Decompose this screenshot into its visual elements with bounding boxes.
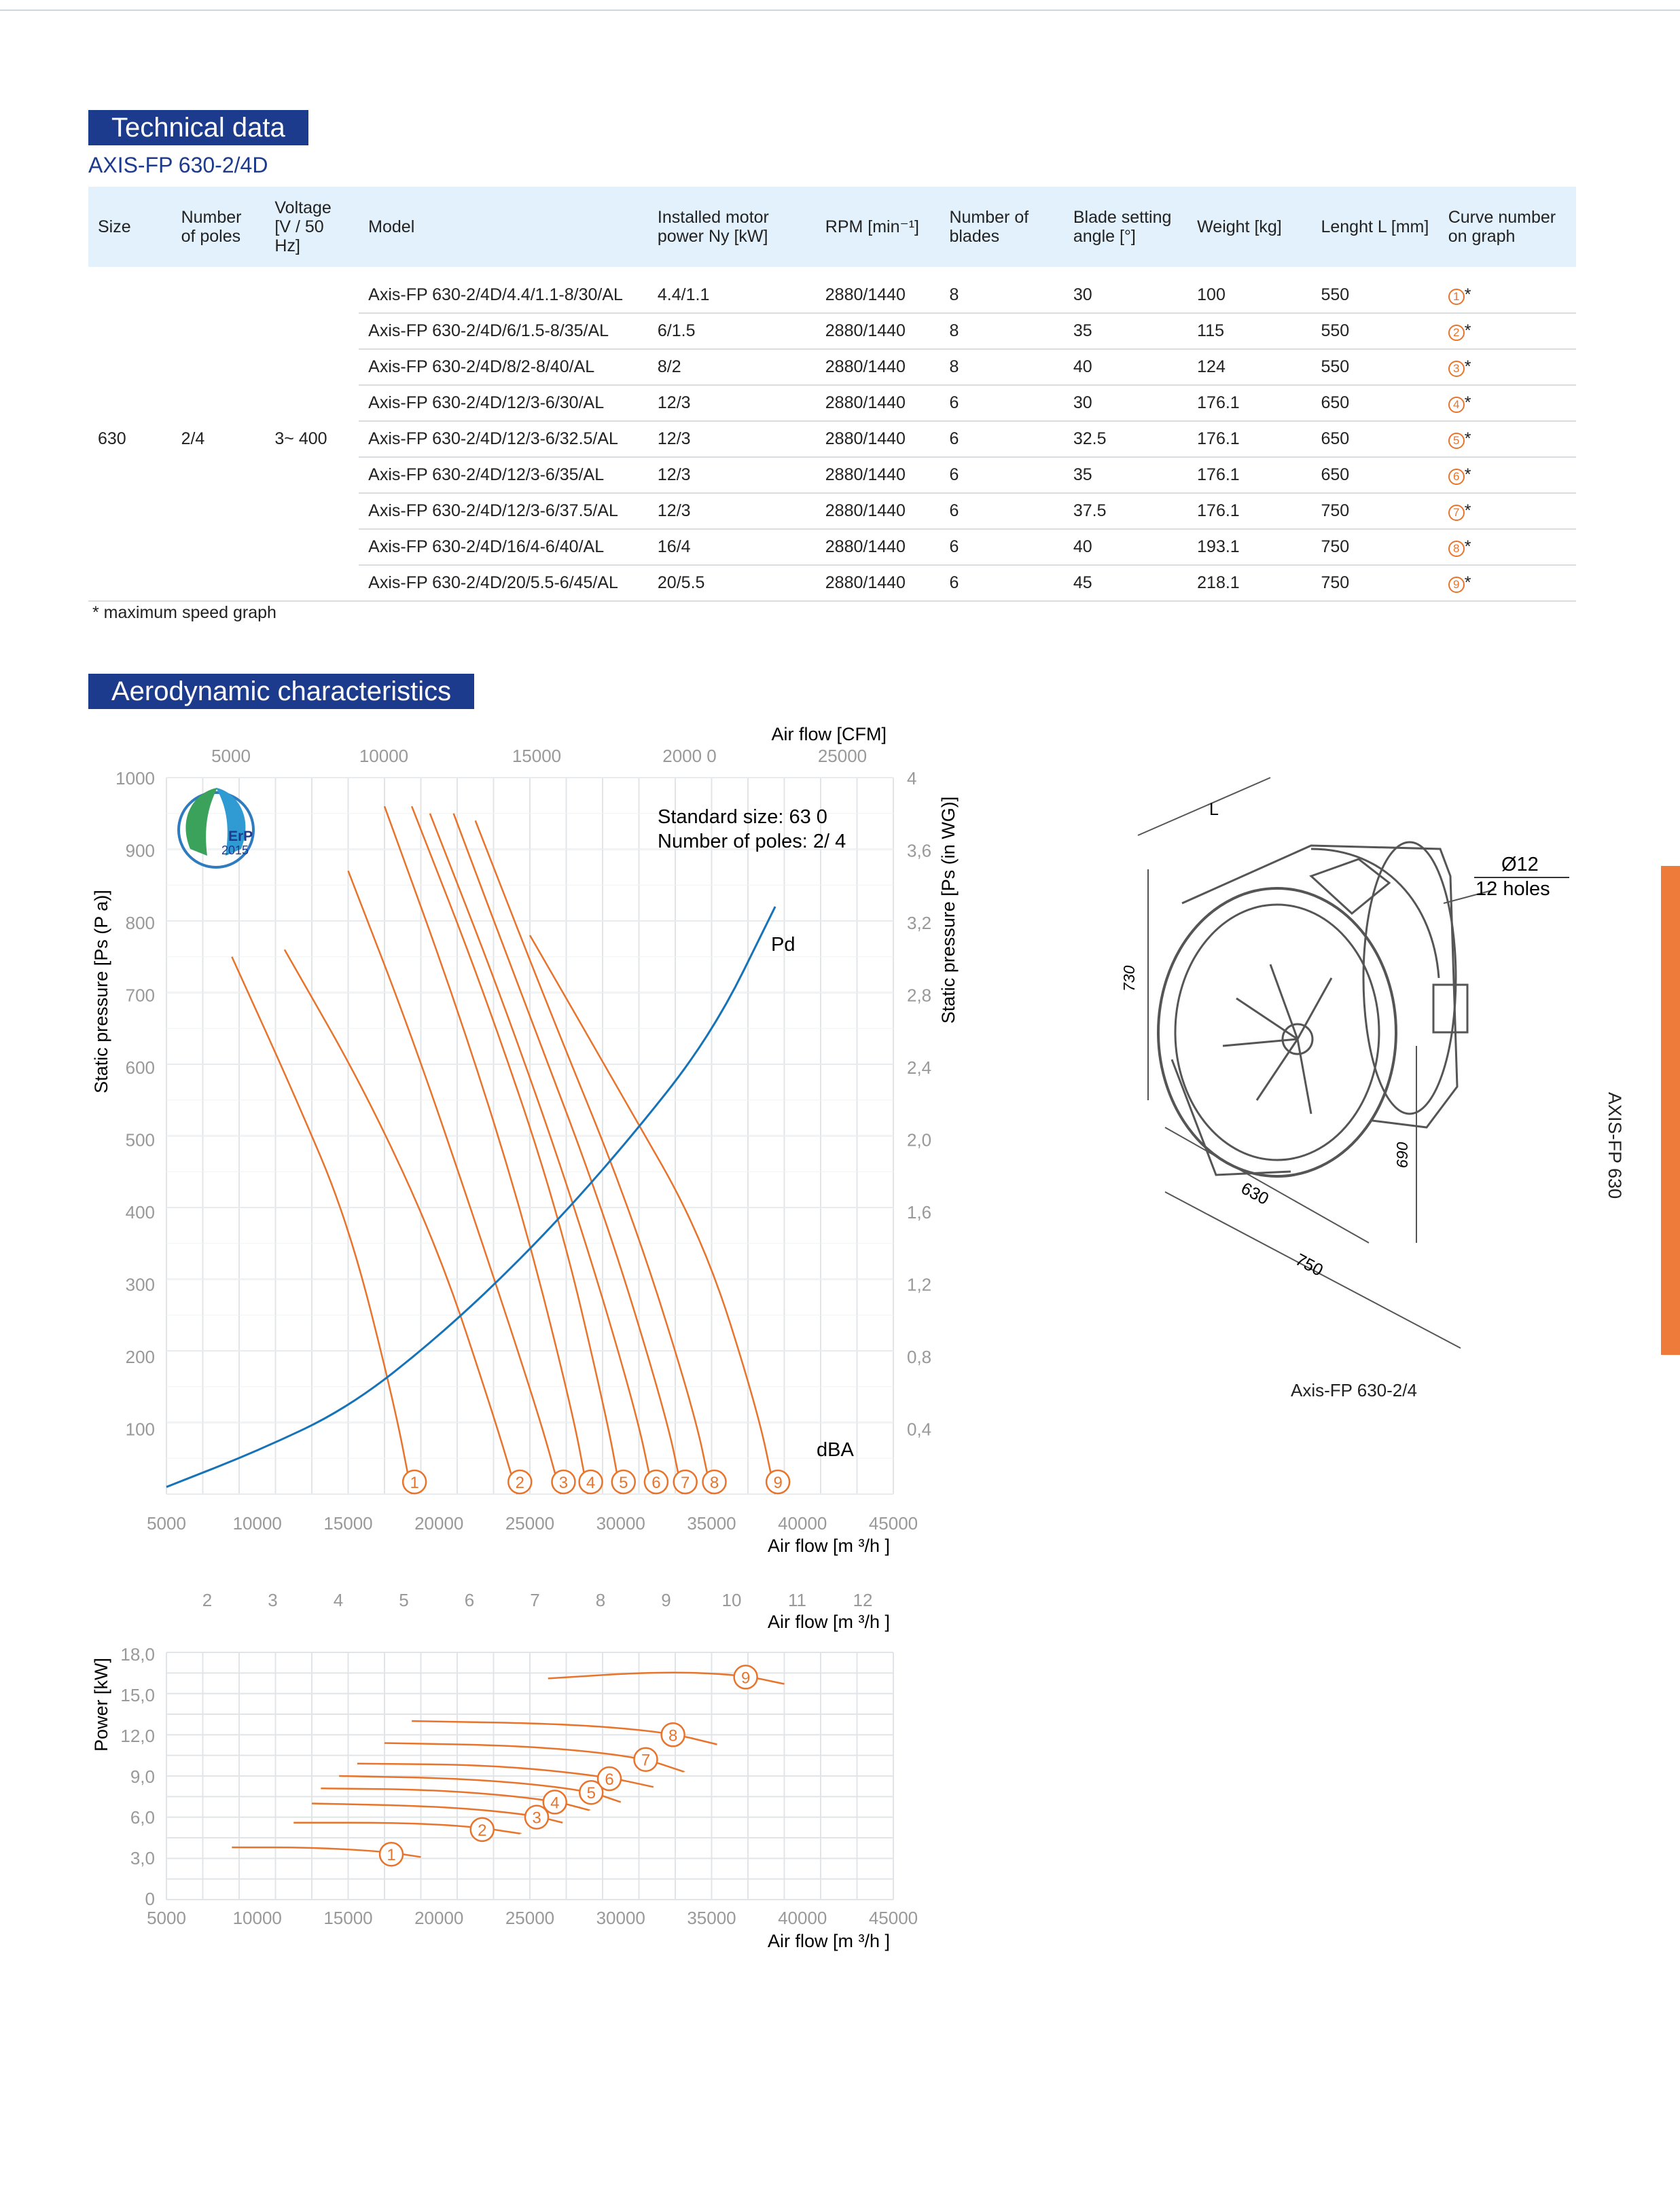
- cell-rpm: 2880/1440: [816, 565, 940, 601]
- curve-number: 1: [1448, 289, 1465, 305]
- curve-number: 5: [586, 1784, 596, 1803]
- power-y-tick: 6,0: [130, 1807, 155, 1828]
- cell-blades: 6: [940, 457, 1063, 493]
- cell-angle: 37.5: [1064, 493, 1187, 529]
- right-tick-label: 0,8: [907, 1347, 932, 1367]
- cell-blades: 6: [940, 385, 1063, 421]
- power-x-tick: 25000: [505, 1908, 555, 1928]
- right-tick-label: 2,0: [907, 1129, 932, 1150]
- cell-length: 750: [1311, 529, 1438, 565]
- right-axis-label: Static pressure [Ps (in WG)]: [938, 796, 959, 1024]
- ls-tick-label: 9: [661, 1590, 671, 1610]
- power-curves: [232, 1665, 784, 1866]
- cell-rpm: 2880/1440: [816, 493, 940, 529]
- cell-model: Axis-FP 630-2/4D/20/5.5-6/45/AL: [359, 565, 648, 601]
- erp-badge: [179, 788, 253, 867]
- pressure-curve-8: [476, 820, 712, 1494]
- power-x-tick: 20000: [414, 1908, 464, 1928]
- poles-info: Number of poles: 2/ 4: [658, 831, 846, 852]
- bottom-tick-label: 5000: [147, 1513, 186, 1534]
- hole-count: 12 holes: [1476, 878, 1550, 900]
- cell-power: 12/3: [648, 421, 816, 457]
- hole-diameter: Ø12: [1501, 854, 1539, 875]
- power-y-tick: 0: [145, 1889, 155, 1909]
- left-tick-label: 400: [125, 1202, 155, 1222]
- col-model: Model: [359, 187, 648, 272]
- cell-power: 8/2: [648, 349, 816, 385]
- curve-number: 2: [1448, 325, 1465, 341]
- curve-number: 7: [1448, 505, 1465, 521]
- cell-weight: 176.1: [1187, 457, 1311, 493]
- right-tick-label: 1,2: [907, 1274, 932, 1295]
- cell-length: 650: [1311, 385, 1438, 421]
- standard-size: Standard size: 63 0: [658, 806, 827, 828]
- top-tick-label: 5000: [211, 746, 251, 766]
- power-x-tick: 5000: [147, 1908, 186, 1928]
- cell-power: 6/1.5: [648, 313, 816, 349]
- leaf-icon: [186, 788, 217, 856]
- cell-model: Axis-FP 630-2/4D/12/3-6/37.5/AL: [359, 493, 648, 529]
- bottom-tick-label: 30000: [596, 1513, 645, 1534]
- col-size: Size: [88, 187, 172, 272]
- curve-number: 3: [1448, 361, 1465, 377]
- cell-rpm: 2880/1440: [816, 529, 940, 565]
- cell-power: 20/5.5: [648, 565, 816, 601]
- cell-length: 750: [1311, 565, 1438, 601]
- power-grid: [166, 1652, 893, 1900]
- cell-length: 550: [1311, 272, 1438, 313]
- side-tab: [1661, 866, 1680, 1355]
- ls-tick-label: 5: [399, 1590, 409, 1610]
- cell-angle: 40: [1064, 529, 1187, 565]
- cell-size: 630: [88, 272, 172, 601]
- left-tick-label: 500: [125, 1129, 155, 1150]
- cell-angle: 35: [1064, 313, 1187, 349]
- ls-tick-label: 2: [202, 1590, 213, 1610]
- curve-number: 2: [478, 1821, 487, 1840]
- asterisk: *: [1464, 429, 1471, 448]
- model-family: AXIS-FP 630-2/4D: [88, 153, 268, 177]
- cell-blades: 6: [940, 565, 1063, 601]
- curve-number: 5: [1448, 433, 1465, 449]
- asterisk: *: [1464, 501, 1471, 520]
- dim-730: 730: [1120, 965, 1138, 992]
- cell-model: Axis-FP 630-2/4D/4.4/1.1-8/30/AL: [359, 272, 648, 313]
- ls-tick-label: 11: [788, 1590, 806, 1610]
- curve-number: 4: [1448, 397, 1465, 413]
- ls-tick-label: 10: [721, 1590, 742, 1610]
- cell-weight: 124: [1187, 349, 1311, 385]
- erp-year: 2015: [221, 844, 249, 857]
- right-tick-label: 1,6: [907, 1202, 932, 1222]
- cell-length: 650: [1311, 421, 1438, 457]
- power-axis-label: Air flow [m ³/h ]: [767, 1931, 890, 1951]
- curve-number: 1: [387, 1846, 396, 1865]
- cell-poles: 2/4: [172, 272, 266, 601]
- top-tick-label: 25000: [817, 746, 868, 766]
- cell-power: 12/3: [648, 457, 816, 493]
- cell-model: Axis-FP 630-2/4D/6/1.5-8/35/AL: [359, 313, 648, 349]
- dim-630: 630: [1238, 1178, 1272, 1209]
- curve-number: 4: [550, 1794, 560, 1813]
- cell-model: Axis-FP 630-2/4D/12/3-6/30/AL: [359, 385, 648, 421]
- cell-weight: 176.1: [1187, 421, 1311, 457]
- cell-angle: 45: [1064, 565, 1187, 601]
- cell-weight: 176.1: [1187, 385, 1311, 421]
- power-x-tick: 40000: [778, 1908, 827, 1928]
- pressure-curve-2: [285, 949, 517, 1494]
- curve-number: 2: [515, 1474, 524, 1492]
- cell-rpm: 2880/1440: [816, 457, 940, 493]
- right-tick-label: 2,4: [907, 1057, 932, 1078]
- pd-label: Pd: [771, 934, 796, 956]
- cell-rpm: 2880/1440: [816, 349, 940, 385]
- power-x-tick: 45000: [868, 1908, 918, 1928]
- cell-model: Axis-FP 630-2/4D/12/3-6/35/AL: [359, 457, 648, 493]
- asterisk: *: [1464, 285, 1471, 304]
- fan-caption: Axis-FP 630-2/4: [1291, 1380, 1417, 1400]
- left-tick-label: 800: [125, 913, 155, 933]
- power-ylabel: Power [kW]: [91, 1657, 111, 1752]
- right-tick-label: 3,6: [907, 840, 932, 861]
- power-y-tick: 12,0: [120, 1726, 155, 1746]
- ls-tick-label: 4: [333, 1590, 344, 1610]
- cell-blades: 6: [940, 421, 1063, 457]
- col-blades: Number of blades: [940, 187, 1063, 272]
- curve-number: 8: [709, 1474, 719, 1492]
- curve-number: 8: [668, 1726, 678, 1745]
- power-x-tick: 10000: [232, 1908, 282, 1928]
- asterisk: *: [1464, 573, 1471, 592]
- curve-number: 5: [619, 1474, 628, 1492]
- col-rpm: RPM [min⁻¹]: [816, 187, 940, 272]
- cell-length: 750: [1311, 493, 1438, 529]
- curve-number: 8: [1448, 541, 1465, 557]
- cell-blades: 6: [940, 529, 1063, 565]
- asterisk: *: [1464, 537, 1471, 556]
- bottom-tick-label: 45000: [868, 1513, 918, 1534]
- top-tick-label: 2000 0: [662, 746, 717, 766]
- cell-model: Axis-FP 630-2/4D/16/4-6/40/AL: [359, 529, 648, 565]
- curve-number: 7: [681, 1474, 690, 1492]
- left-tick-label: 600: [125, 1057, 155, 1078]
- bottom-tick-label: 35000: [687, 1513, 736, 1534]
- curve-number: 3: [532, 1809, 541, 1828]
- cell-power: 12/3: [648, 385, 816, 421]
- curve-number: 3: [558, 1474, 569, 1492]
- ls-tick-label: 3: [268, 1590, 278, 1610]
- col-curve: Curve number on graph: [1439, 187, 1576, 272]
- pd-curve: [166, 907, 775, 1487]
- power-y-tick: 15,0: [120, 1685, 155, 1705]
- col-voltage: Voltage [V / 50 Hz]: [265, 187, 359, 272]
- asterisk: *: [1464, 393, 1471, 412]
- left-tick-label: 900: [125, 840, 155, 861]
- bottom-tick-label: 40000: [778, 1513, 827, 1534]
- pressure-curve-3: [348, 871, 561, 1494]
- cell-rpm: 2880/1440: [816, 313, 940, 349]
- cell-voltage: 3~ 400: [265, 272, 359, 601]
- curve-number: 6: [651, 1474, 661, 1492]
- cell-rpm: 2880/1440: [816, 421, 940, 457]
- asterisk: *: [1464, 465, 1471, 484]
- curve-number: 9: [773, 1474, 783, 1492]
- power-y-tick: 18,0: [120, 1644, 155, 1665]
- cell-blades: 6: [940, 493, 1063, 529]
- cell-weight: 193.1: [1187, 529, 1311, 565]
- col-length: Lenght L [mm]: [1311, 187, 1438, 272]
- right-tick-label: 0,4: [907, 1419, 932, 1440]
- aero-heading: Aerodynamic characteristics: [88, 674, 474, 709]
- ls-tick-label: 12: [853, 1590, 873, 1610]
- cell-angle: 32.5: [1064, 421, 1187, 457]
- top-tick-label: 10000: [359, 746, 409, 766]
- pressure-curve-5: [412, 806, 621, 1494]
- curve-number: 6: [605, 1771, 614, 1789]
- cell-length: 550: [1311, 313, 1438, 349]
- cell-power: 12/3: [648, 493, 816, 529]
- cell-model: Axis-FP 630-2/4D/8/2-8/40/AL: [359, 349, 648, 385]
- curve-number: 7: [641, 1751, 651, 1770]
- col-poles: Number of poles: [172, 187, 266, 272]
- curve-number: 1: [410, 1474, 419, 1492]
- bottom-tick-label: 15000: [323, 1513, 373, 1534]
- ls-axis-label: Air flow [m ³/h ]: [767, 1612, 890, 1632]
- ls-tick-label: 7: [530, 1590, 540, 1610]
- col-angle: Blade setting angle [°]: [1064, 187, 1187, 272]
- curve-number: 9: [1448, 577, 1465, 593]
- cell-weight: 100: [1187, 272, 1311, 313]
- col-weight: Weight [kg]: [1187, 187, 1311, 272]
- power-x-tick: 30000: [596, 1908, 645, 1928]
- dim-690: 690: [1393, 1142, 1411, 1168]
- curve-number: 9: [740, 1669, 751, 1688]
- cell-weight: 218.1: [1187, 565, 1311, 601]
- cell-rpm: 2880/1440: [816, 272, 940, 313]
- bottom-axis-label: Air flow [m ³/h ]: [767, 1536, 890, 1556]
- pressure-curve-4: [385, 806, 588, 1494]
- cell-length: 550: [1311, 349, 1438, 385]
- dim-l: L: [1209, 800, 1219, 819]
- pressure-curve-6: [430, 814, 654, 1494]
- cell-power: 16/4: [648, 529, 816, 565]
- bottom-tick-label: 10000: [232, 1513, 282, 1534]
- left-tick-label: 300: [125, 1274, 155, 1295]
- power-y-tick: 3,0: [130, 1848, 155, 1868]
- power-y-tick: 9,0: [130, 1766, 155, 1787]
- right-tick-label: 3,2: [907, 913, 932, 933]
- cell-blades: 8: [940, 349, 1063, 385]
- left-tick-label: 700: [125, 985, 155, 1006]
- cell-model: Axis-FP 630-2/4D/12/3-6/32.5/AL: [359, 421, 648, 457]
- power-x-tick: 15000: [323, 1908, 373, 1928]
- bottom-tick-label: 25000: [505, 1513, 555, 1534]
- chart-labels: [115, 746, 931, 1928]
- cell-angle: 40: [1064, 349, 1187, 385]
- cell-angle: 35: [1064, 457, 1187, 493]
- power-x-tick: 35000: [687, 1908, 736, 1928]
- left-tick-label: 100: [125, 1419, 155, 1440]
- technical-heading: Technical data: [88, 110, 308, 145]
- left-tick-label: 1000: [115, 768, 155, 788]
- cell-power: 4.4/1.1: [648, 272, 816, 313]
- right-tick-label: 4: [907, 768, 917, 788]
- pressure-curve-7: [454, 814, 683, 1494]
- cell-weight: 176.1: [1187, 493, 1311, 529]
- cell-length: 650: [1311, 457, 1438, 493]
- left-tick-label: 200: [125, 1347, 155, 1367]
- ls-tick-label: 6: [464, 1590, 475, 1610]
- dba-label: dBA: [817, 1439, 854, 1461]
- asterisk: *: [1464, 357, 1471, 376]
- cell-weight: 115: [1187, 313, 1311, 349]
- pressure-curves: [166, 806, 789, 1494]
- top-tick-label: 15000: [512, 746, 562, 766]
- dim-750: 750: [1292, 1250, 1327, 1280]
- cell-blades: 8: [940, 313, 1063, 349]
- footnote: * maximum speed graph: [92, 603, 276, 622]
- cell-angle: 30: [1064, 272, 1187, 313]
- cell-rpm: 2880/1440: [816, 385, 940, 421]
- right-tick-label: 2,8: [907, 985, 932, 1006]
- cell-blades: 8: [940, 272, 1063, 313]
- ls-tick-label: 8: [595, 1590, 606, 1610]
- side-label: AXIS-FP 630: [1605, 1092, 1625, 1199]
- left-axis-label: Static pressure [Ps (P a)]: [91, 890, 111, 1093]
- curve-number: 6: [1448, 469, 1465, 485]
- col-power: Installed motor power Ny [kW]: [648, 187, 816, 272]
- erp-text: ErP: [228, 829, 253, 844]
- cell-angle: 30: [1064, 385, 1187, 421]
- curve-number: 4: [586, 1474, 596, 1492]
- top-axis-label: Air flow [CFM]: [771, 724, 887, 744]
- bottom-tick-label: 20000: [414, 1513, 464, 1534]
- asterisk: *: [1464, 321, 1471, 340]
